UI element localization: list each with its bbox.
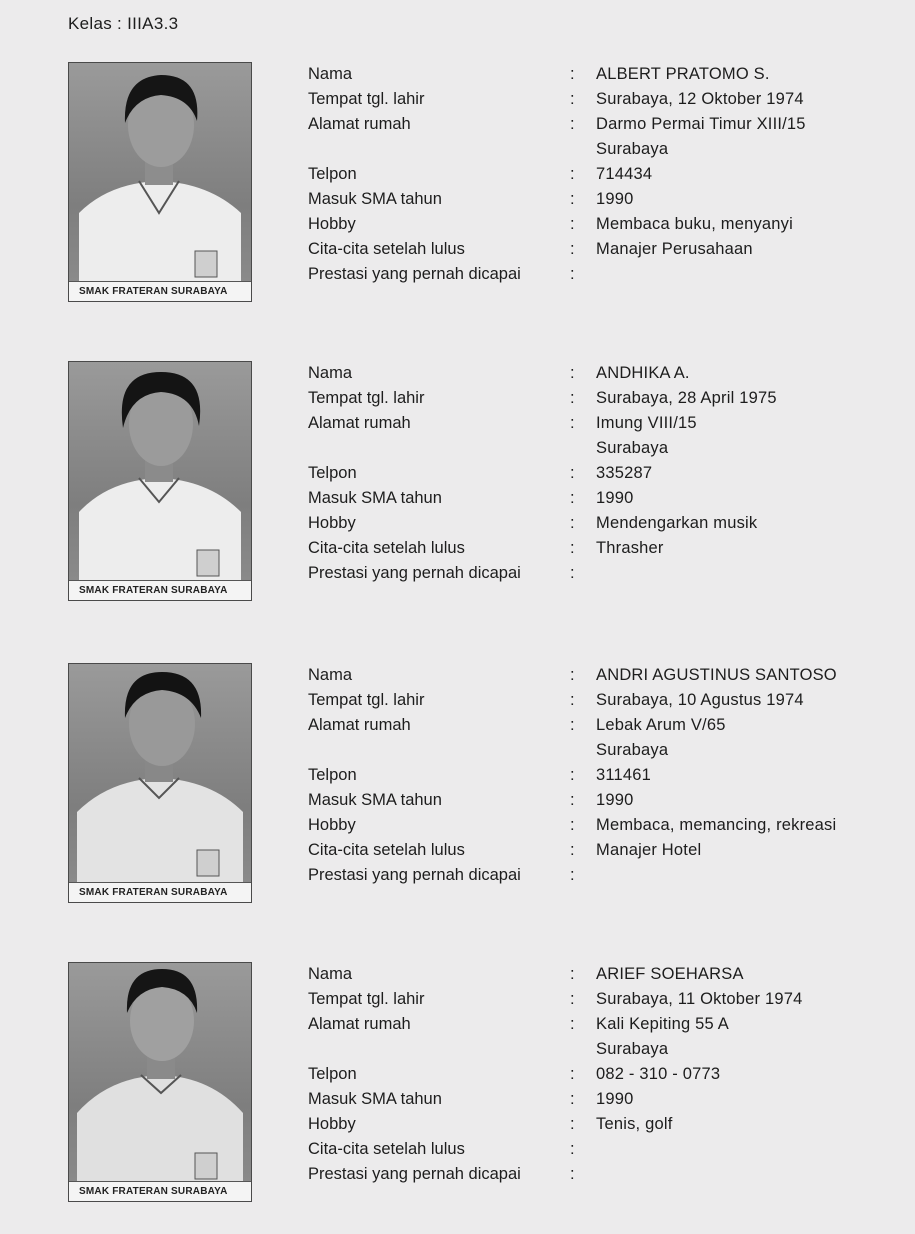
label-alamat-rumah: Alamat rumah [308,115,411,133]
label-hobby: Hobby [308,816,356,834]
colon: : [570,866,575,884]
label-cita-cita: Cita-cita setelah lulus [308,539,465,557]
field-nama [308,663,898,688]
field-tempat-tgl-lahir [308,987,898,1012]
field-tempat-tgl-lahir [308,87,898,112]
student-entry-4 [0,962,915,1202]
student-fields-2 [308,361,898,586]
label-telpon: Telpon [308,1065,357,1083]
value-cita-cita: Manajer Hotel [596,841,702,859]
value-hobby: Tenis, golf [596,1115,673,1133]
value-nama: ANDHIKA A. [596,364,690,382]
label-cita-cita: Cita-cita setelah lulus [308,1140,465,1158]
photo-caption: SMAK FRATERAN SURABAYA [69,281,251,301]
colon: : [570,841,575,859]
photo-caption: SMAK FRATERAN SURABAYA [69,580,251,600]
field-alamat-rumah [308,1012,898,1037]
field-alamat-rumah [308,411,898,436]
field-masuk-sma [308,187,898,212]
colon: : [570,165,575,183]
value-nama: ALBERT PRATOMO S. [596,65,770,83]
label-masuk-sma: Masuk SMA tahun [308,791,442,809]
value-alamat-line-2: Surabaya [596,1040,669,1058]
student-photo-4 [68,962,252,1202]
field-prestasi [308,863,898,888]
value-alamat-line-1: Lebak Arum V/65 [596,716,726,734]
field-alamat-rumah [308,713,898,738]
field-tempat-tgl-lahir [308,688,898,713]
label-tempat-tgl-lahir: Tempat tgl. lahir [308,691,425,709]
photo-caption: SMAK FRATERAN SURABAYA [69,1181,251,1201]
value-hobby: Membaca, memancing, rekreasi [596,816,837,834]
student-photo-3 [68,663,252,903]
label-hobby: Hobby [308,215,356,233]
field-prestasi [308,561,898,586]
student-photo-2 [68,361,252,601]
colon: : [570,514,575,532]
label-nama: Nama [308,65,353,83]
label-tempat-tgl-lahir: Tempat tgl. lahir [308,90,425,108]
value-hobby: Membaca buku, menyanyi [596,215,793,233]
field-hobby [308,1112,898,1137]
colon: : [570,539,575,557]
field-masuk-sma [308,486,898,511]
value-nama: ARIEF SOEHARSA [596,965,744,983]
field-telpon [308,763,898,788]
field-alamat-rumah-cont [308,738,898,763]
field-alamat-rumah-cont [308,137,898,162]
field-hobby [308,212,898,237]
colon: : [570,414,575,432]
field-nama [308,962,898,987]
field-cita-cita [308,1137,898,1162]
field-masuk-sma [308,788,898,813]
colon: : [570,666,575,684]
field-telpon [308,461,898,486]
label-prestasi: Prestasi yang pernah dicapai [308,564,521,582]
label-alamat-rumah: Alamat rumah [308,716,411,734]
field-alamat-rumah-cont [308,1037,898,1062]
value-alamat-line-1: Darmo Permai Timur XIII/15 [596,115,806,133]
value-tempat-tgl-lahir: Surabaya, 10 Agustus 1974 [596,691,804,709]
field-prestasi [308,1162,898,1187]
field-nama [308,361,898,386]
colon: : [570,766,575,784]
label-hobby: Hobby [308,1115,356,1133]
label-telpon: Telpon [308,165,357,183]
colon: : [570,691,575,709]
value-tempat-tgl-lahir: Surabaya, 12 Oktober 1974 [596,90,804,108]
colon: : [570,1065,575,1083]
colon: : [570,1115,575,1133]
student-portrait-4 [69,963,251,1201]
label-alamat-rumah: Alamat rumah [308,414,411,432]
value-masuk-sma: 1990 [596,190,634,208]
value-cita-cita: Thrasher [596,539,664,557]
label-masuk-sma: Masuk SMA tahun [308,1090,442,1108]
student-portrait-1 [69,63,251,301]
label-hobby: Hobby [308,514,356,532]
value-alamat-line-1: Imung VIII/15 [596,414,697,432]
value-cita-cita: Manajer Perusahaan [596,240,753,258]
colon: : [570,240,575,258]
value-alamat-line-2: Surabaya [596,439,669,457]
value-nama: ANDRI AGUSTINUS SANTOSO [596,666,837,684]
student-entry-1 [0,62,915,302]
label-nama: Nama [308,965,353,983]
field-hobby [308,511,898,536]
kelas-value: IIIA3.3 [127,14,179,33]
label-nama: Nama [308,666,353,684]
colon: : [570,1090,575,1108]
value-masuk-sma: 1990 [596,791,634,809]
label-masuk-sma: Masuk SMA tahun [308,489,442,507]
label-cita-cita: Cita-cita setelah lulus [308,841,465,859]
label-prestasi: Prestasi yang pernah dicapai [308,866,521,884]
colon: : [570,215,575,233]
field-cita-cita [308,237,898,262]
colon: : [570,389,575,407]
student-fields-1 [308,62,898,287]
value-alamat-line-2: Surabaya [596,741,669,759]
value-telpon: 082 - 310 - 0773 [596,1065,721,1083]
student-portrait-3 [69,664,251,902]
field-prestasi [308,262,898,287]
value-telpon: 335287 [596,464,653,482]
student-photo-1 [68,62,252,302]
label-cita-cita: Cita-cita setelah lulus [308,240,465,258]
field-telpon [308,162,898,187]
colon: : [570,990,575,1008]
label-masuk-sma: Masuk SMA tahun [308,190,442,208]
value-tempat-tgl-lahir: Surabaya, 11 Oktober 1974 [596,990,803,1008]
student-fields-3 [308,663,898,888]
colon: : [570,1140,575,1158]
value-telpon: 714434 [596,165,653,183]
value-hobby: Mendengarkan musik [596,514,758,532]
colon: : [570,265,575,283]
field-nama [308,62,898,87]
colon: : [570,965,575,983]
label-tempat-tgl-lahir: Tempat tgl. lahir [308,389,425,407]
photo-caption: SMAK FRATERAN SURABAYA [69,882,251,902]
value-masuk-sma: 1990 [596,489,634,507]
value-telpon: 311461 [596,766,652,784]
label-telpon: Telpon [308,766,357,784]
value-alamat-line-1: Kali Kepiting 55 A [596,1015,729,1033]
colon: : [570,489,575,507]
colon: : [570,1165,575,1183]
kelas-label: Kelas : [68,14,123,33]
colon: : [570,90,575,108]
colon: : [570,1015,575,1033]
colon: : [570,564,575,582]
colon: : [570,716,575,734]
label-alamat-rumah: Alamat rumah [308,1015,411,1033]
label-tempat-tgl-lahir: Tempat tgl. lahir [308,990,425,1008]
colon: : [570,464,575,482]
label-prestasi: Prestasi yang pernah dicapai [308,265,521,283]
field-alamat-rumah-cont [308,436,898,461]
student-fields-4 [308,962,898,1187]
student-entry-2 [0,361,915,601]
colon: : [570,115,575,133]
value-masuk-sma: 1990 [596,1090,634,1108]
value-alamat-line-2: Surabaya [596,140,669,158]
field-alamat-rumah [308,112,898,137]
field-cita-cita [308,536,898,561]
field-masuk-sma [308,1087,898,1112]
value-tempat-tgl-lahir: Surabaya, 28 April 1975 [596,389,777,407]
class-header [68,14,178,34]
colon: : [570,816,575,834]
colon: : [570,190,575,208]
label-telpon: Telpon [308,464,357,482]
label-prestasi: Prestasi yang pernah dicapai [308,1165,521,1183]
student-entry-3 [0,663,915,903]
field-telpon [308,1062,898,1087]
label-nama: Nama [308,364,353,382]
colon: : [570,65,575,83]
field-hobby [308,813,898,838]
colon: : [570,364,575,382]
colon: : [570,791,575,809]
student-portrait-2 [69,362,251,600]
field-cita-cita [308,838,898,863]
field-tempat-tgl-lahir [308,386,898,411]
